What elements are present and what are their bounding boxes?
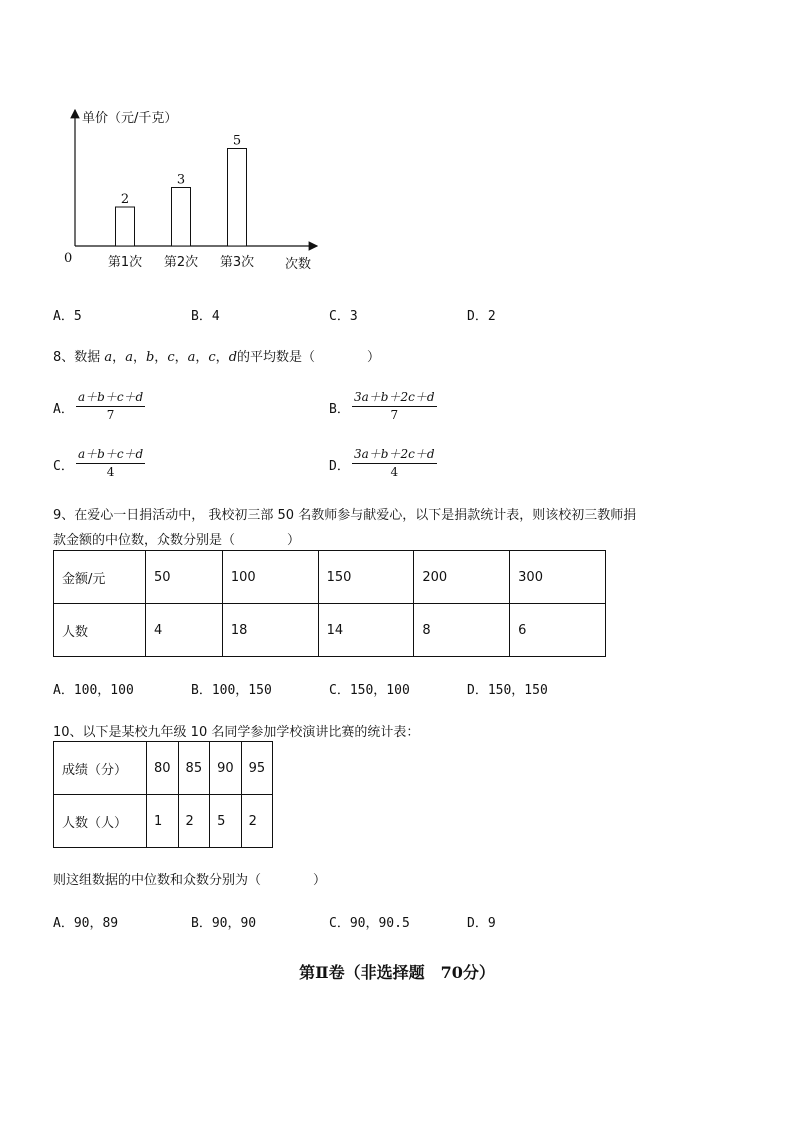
q9-stem-line2: 款金额的中位数，众数分别是（ ） [53,533,301,548]
bar-1 [116,207,135,246]
table-cell: 1 [147,795,179,848]
q9-option-d[interactable]: D．150，150 [467,683,548,698]
q8-var: a [125,350,133,365]
bar-3 [228,149,247,247]
q8-var: a [104,350,113,365]
q7-option-b[interactable]: B．4 [191,309,220,324]
q9-option-b[interactable]: B．100，150 [191,683,272,698]
q8-option-a-letter[interactable]: A． [53,402,74,417]
table-cell: 2 [178,795,210,848]
q8-option-a-fraction[interactable]: $\frac{a+b+c+d}{7}$ [78,390,144,422]
table-cell: 2 [241,795,273,848]
table-cell: 300 [510,551,606,604]
q10-followup: 则这组数据的中位数和众数分别为（ ） [53,873,327,888]
q10-option-c[interactable]: C．90，90.5 [329,916,410,931]
q10-score-table [53,741,273,848]
category-label: 第1次 [107,255,143,270]
x-axis-label: 次数 [285,257,312,272]
table-cell: 6 [510,604,606,657]
q8-var: c [208,350,216,365]
table-cell: 4 [146,604,223,657]
q8-var: b [145,350,155,365]
q8-option-d-letter[interactable]: D． [329,459,350,474]
q7-option-a[interactable]: A．5 [53,309,82,324]
category-label: 第3次 [219,255,255,270]
table-cell: 5 [210,795,242,848]
q8-option-d-fraction[interactable]: $\frac{3a+b+2c+d}{4}$ [354,447,435,479]
q9-option-a[interactable]: A．100，100 [53,683,134,698]
bar-value-label: 5 [232,133,242,149]
bar-value-label: 2 [120,192,130,207]
y-axis-label: 单价（元/千克） [82,111,178,126]
q7-option-d[interactable]: D．2 [467,309,496,324]
q8-option-c-letter[interactable]: C． [53,459,74,474]
origin-label: 0 [64,251,73,266]
table-row [54,742,273,795]
table-row [54,551,606,604]
category-label: 第2次 [163,255,199,270]
q10-stem: 10、以下是某校九年级 10 名同学参加学校演讲比赛的统计表： [53,725,420,740]
q10-option-d[interactable]: D．9 [467,916,496,931]
table-cell: 100 [222,551,318,604]
q9-donation-table [53,550,606,657]
table-cell: 金额/元 [54,551,146,604]
q9-option-c[interactable]: C．150，100 [329,683,410,698]
table-cell: 成绩（分） [54,742,147,795]
q8-var: a [187,350,196,365]
table-cell: 85 [178,742,210,795]
q7-option-c[interactable]: C．3 [329,309,358,324]
table-cell: 80 [147,742,179,795]
q9-stem-line1: 9、在爱心一日捐活动中， 我校初三部 50 名教师参与献爱心，以下是捐款统计表，则该校初三教师捐 [53,508,637,523]
table-cell: 18 [222,604,318,657]
table-cell: 50 [146,551,223,604]
q8-stem: 8、数据 a，a，b，c，a，c，d的平均数是（ ） [53,350,381,365]
q10-option-b[interactable]: B．90，90 [191,916,257,931]
table-cell: 90 [210,742,242,795]
q8-var: c [167,350,175,365]
bar-value-label: 3 [176,172,186,188]
bar-2 [172,188,191,247]
table-cell: 200 [414,551,510,604]
table-cell: 95 [241,742,273,795]
table-row [54,795,273,848]
table-cell: 人数 [54,604,146,657]
table-row [54,604,606,657]
q10-option-a[interactable]: A．90，89 [53,916,119,931]
q8-option-b-letter[interactable]: B． [329,402,350,417]
table-cell: 14 [318,604,414,657]
q8-var: d [228,350,238,365]
table-cell: 人数（人） [54,795,147,848]
table-cell: 150 [318,551,414,604]
q8-option-b-fraction[interactable]: $\frac{3a+b+2c+d}{7}$ [354,390,435,422]
unit-price-bar-chart [55,100,335,280]
table-cell: 8 [414,604,510,657]
q8-option-c-fraction[interactable]: $\frac{a+b+c+d}{4}$ [78,447,144,479]
section-title: 第Ⅱ卷（非选择题 70分） [299,963,495,982]
